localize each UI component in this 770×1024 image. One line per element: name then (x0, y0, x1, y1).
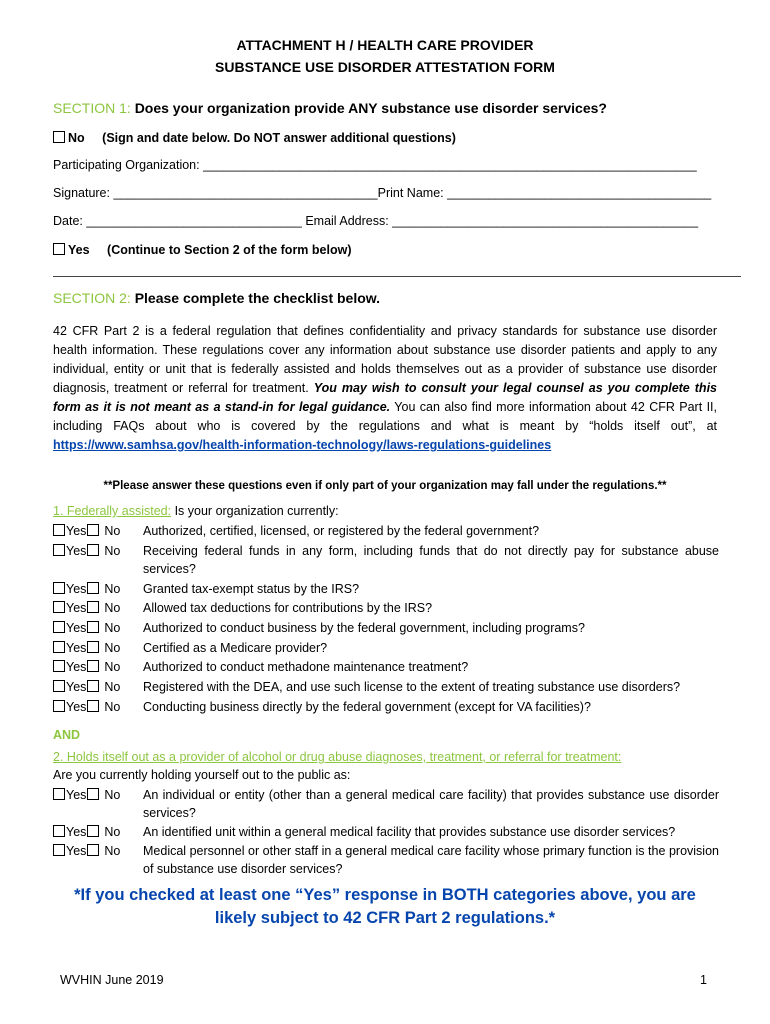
section1-yes-row (53, 243, 351, 257)
q1-question-text: Registered with the DEA, and use such license to the extent of treating substance use disorders? (143, 680, 681, 694)
yes-label: Yes (66, 660, 87, 674)
section2-label: SECTION 2: (53, 290, 131, 306)
yes-no-group (53, 580, 120, 598)
yes-checkbox[interactable] (53, 660, 65, 672)
yes-label: Yes (66, 621, 87, 635)
form-title-line1: ATTACHMENT H / HEALTH CARE PROVIDER (236, 37, 534, 53)
q2-item (53, 786, 719, 822)
yes-no-group (53, 619, 120, 637)
q1-item (53, 619, 719, 637)
yes-checkbox[interactable] (53, 544, 65, 556)
yes-label: Yes (66, 700, 87, 714)
yes-label: Yes (66, 601, 87, 615)
yes-checkbox[interactable] (53, 788, 65, 800)
no-label: No (104, 582, 121, 596)
q1-item (53, 658, 719, 676)
footer-version: WVHIN June 2019 (60, 973, 164, 987)
yes-label: Yes (66, 582, 87, 596)
section2-title: Please complete the checklist below. (134, 290, 381, 306)
q2-question-text: An individual or entity (other than a general medical care facility) that provides substance use disorder services? (143, 788, 719, 820)
q1-question-text: Receiving federal funds in any form, including funds that do not directly pay for substance abuse services? (143, 544, 719, 576)
section1-label: SECTION 1: (53, 100, 131, 116)
yes-checkbox[interactable] (53, 601, 65, 613)
q2-heading (53, 750, 621, 764)
no-checkbox[interactable] (87, 582, 99, 594)
no-checkbox[interactable] (87, 621, 99, 633)
no-label: No (104, 544, 121, 558)
yes-no-group (53, 823, 120, 841)
section1-yes-label: Yes (68, 243, 90, 257)
intro-legal-emphasis: You may wish to consult your legal counsel as you complete this form as it is not meant as a stand-in for legal guidance. (53, 381, 717, 414)
samhsa-link[interactable]: https://www.samhsa.gov/health-information-technology/laws-regulations-guidelines (53, 438, 552, 452)
q1-question-text: Granted tax-exempt status by the IRS? (143, 582, 360, 596)
section1-no-checkbox[interactable] (53, 131, 65, 143)
q1-heading (53, 504, 339, 518)
date-email-field[interactable]: Date: _______________________________ Email Address: ____________________________________________ (53, 214, 699, 228)
q1-item (53, 542, 719, 578)
yes-label: Yes (66, 641, 87, 655)
q1-question-text: Authorized to conduct business by the federal government, including programs? (143, 621, 585, 635)
yes-label: Yes (66, 825, 87, 839)
no-label: No (104, 825, 121, 839)
yes-checkbox[interactable] (53, 825, 65, 837)
no-label: No (104, 844, 121, 858)
no-checkbox[interactable] (87, 641, 99, 653)
yes-checkbox[interactable] (53, 582, 65, 594)
yes-no-group (53, 599, 120, 617)
answer-note: **Please answer these questions even if only part of your organization may fall under the regulations.** (103, 480, 667, 492)
signature-print-name-field[interactable]: Signature: ______________________________________Print Name: ______________________________________ (53, 186, 712, 200)
footer-page-number: 1 (700, 973, 707, 987)
yes-label: Yes (66, 544, 87, 558)
q2-item (53, 823, 719, 841)
q2-prompt: Are you currently holding yourself out to the public as: (53, 768, 351, 782)
yes-label: Yes (66, 524, 87, 538)
no-checkbox[interactable] (87, 524, 99, 536)
yes-checkbox[interactable] (53, 524, 65, 536)
q1-item (53, 580, 719, 598)
section1-yes-checkbox[interactable] (53, 243, 65, 255)
conclusion-statement: *If you checked at least one “Yes” response in BOTH categories above, you are likely subject to 42 CFR Part 2 regulations.* (74, 886, 696, 927)
no-label: No (104, 601, 121, 615)
q1-item (53, 678, 719, 696)
q1-item (53, 599, 719, 617)
no-label: No (104, 788, 121, 802)
q1-item (53, 639, 719, 657)
intro-text-2: You can also find more information about 42 CFR Part II, including FAQs about who is covered by the regulations and what is meant by “holds itself out”, at (53, 400, 717, 433)
yes-checkbox[interactable] (53, 844, 65, 856)
q1-question-text: Authorized to conduct methadone maintenance treatment? (143, 660, 469, 674)
section2-intro-paragraph (53, 322, 717, 455)
yes-checkbox[interactable] (53, 621, 65, 633)
q2-label: 2. Holds itself out as a provider of alcohol or drug abuse diagnoses, treatment, or referral for treatment: (53, 750, 622, 764)
no-label: No (104, 641, 121, 655)
yes-label: Yes (66, 680, 87, 694)
yes-label: Yes (66, 844, 87, 858)
yes-no-group (53, 698, 120, 716)
yes-checkbox[interactable] (53, 680, 65, 692)
no-checkbox[interactable] (87, 544, 99, 556)
q1-question-text: Certified as a Medicare provider? (143, 641, 328, 655)
yes-no-group (53, 658, 120, 676)
yes-no-group (53, 678, 120, 696)
q2-question-text: Medical personnel or other staff in a general medical care facility whose primary function is the provision of substance use disorder services? (143, 844, 719, 876)
no-checkbox[interactable] (87, 844, 99, 856)
no-checkbox[interactable] (87, 660, 99, 672)
section1-no-instruction: (Sign and date below. Do NOT answer additional questions) (102, 131, 456, 145)
section1-no-row (53, 131, 456, 145)
yes-no-group (53, 542, 120, 560)
q1-prompt: Is your organization currently: (171, 504, 339, 518)
section-divider (53, 276, 741, 277)
section1-yes-instruction: (Continue to Section 2 of the form below) (107, 243, 352, 257)
yes-no-group (53, 842, 120, 860)
no-label: No (104, 680, 121, 694)
no-label: No (104, 700, 121, 714)
q1-item (53, 698, 719, 716)
no-label: No (104, 524, 121, 538)
intro-text: 42 CFR Part 2 is a federal regulation that defines confidentiality and privacy standards for substance use disorder health information. These regulations cover any information about substance use disorder patients and apply to any individual, entity or unit that is federally assisted and holds themselves out as a provider of substance use disorder diagnosis, treatment or referral for treatment. (53, 324, 717, 395)
q2-question-text: An identified unit within a general medical facility that provides substance use disorder services? (143, 825, 676, 839)
yes-no-group (53, 786, 120, 804)
no-label: No (104, 621, 121, 635)
section1-question: Does your organization provide ANY substance use disorder services? (134, 100, 607, 116)
no-checkbox[interactable] (87, 788, 99, 800)
participating-organization-field[interactable]: Participating Organization: _______________________________________________________________________ (53, 158, 697, 172)
section2-heading (53, 290, 380, 306)
q1-label: 1. Federally assisted: (53, 504, 172, 518)
yes-checkbox[interactable] (53, 700, 65, 712)
yes-checkbox[interactable] (53, 641, 65, 653)
section1-heading (53, 100, 607, 116)
q1-item (53, 522, 719, 540)
section1-no-label: No (68, 131, 85, 145)
q1-question-text: Authorized, certified, licensed, or registered by the federal government? (143, 524, 540, 538)
no-checkbox[interactable] (87, 700, 99, 712)
yes-no-group (53, 522, 120, 540)
no-checkbox[interactable] (87, 825, 99, 837)
q1-question-text: Conducting business directly by the federal government (except for VA facilities)? (143, 700, 591, 714)
no-checkbox[interactable] (87, 601, 99, 613)
q1-question-text: Allowed tax deductions for contributions by the IRS? (143, 601, 433, 615)
no-label: No (104, 660, 121, 674)
form-title-line2: SUBSTANCE USE DISORDER ATTESTATION FORM (215, 59, 555, 75)
yes-label: Yes (66, 788, 87, 802)
and-label: AND (53, 728, 81, 742)
no-checkbox[interactable] (87, 680, 99, 692)
yes-no-group (53, 639, 120, 657)
q2-item (53, 842, 719, 878)
